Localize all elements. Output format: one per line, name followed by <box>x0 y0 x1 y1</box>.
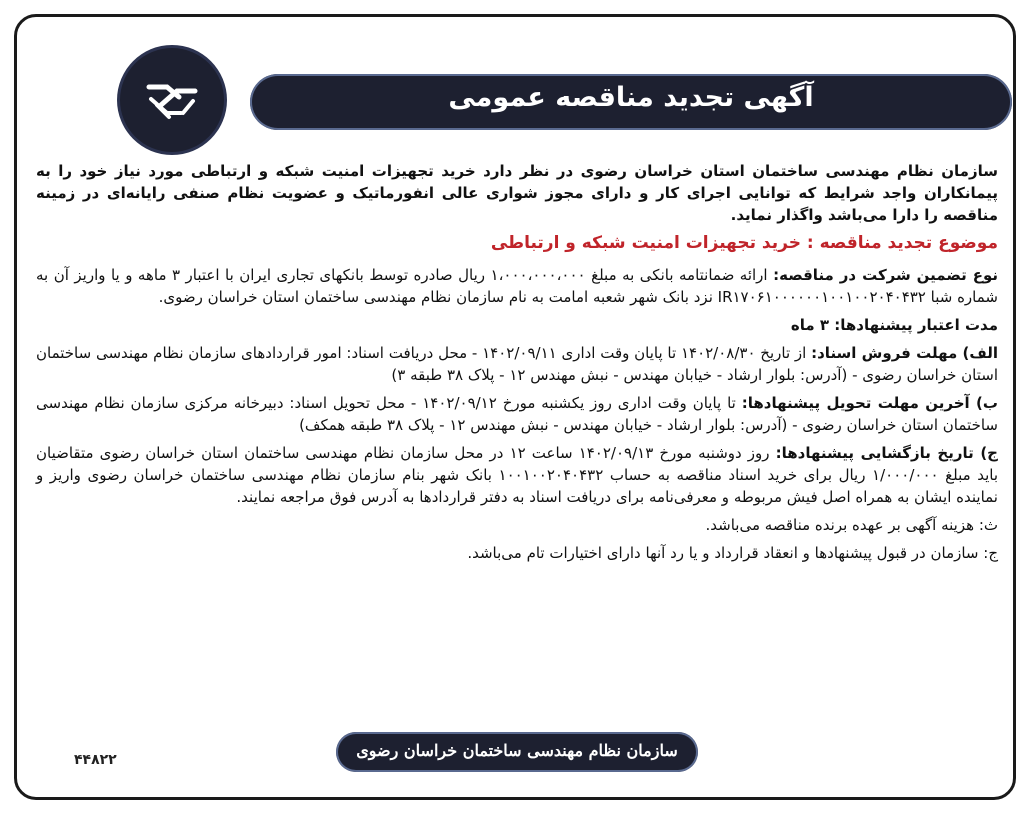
tender-subject: موضوع تجدید مناقصه : خرید تجهیزات امنیت شبکه و ارتباطی <box>490 233 998 253</box>
delivery-label: ب) آخرین مهلت تحویل پیشنهادها: <box>741 394 998 412</box>
handshake-logo-icon <box>120 48 224 152</box>
intro-paragraph: سازمان نظام مهندسی ساختمان استان خراسان رضوی در نظر دارد خرید تجهیزات امنیت شبکه و ارتباطی مورد نیاز خود را به پیمانکاران واجد شرایط که توانایی اجرای کار و دارای مجوز شواری عالی انفورماتیک و عضویت نظام صنفی رایانه‌ای در زمینه مناقصه را دارا می‌باشد واگذار نماید. <box>36 162 998 224</box>
notice-title: آگهی تجدید مناقصه عمومی <box>448 82 814 113</box>
opening-label: ج) تاریخ بازگشایی پیشنهادها: <box>775 444 998 462</box>
guarantee-text: ارائه ضمانتامه بانکی به مبلغ ۱،۰۰۰،۰۰۰،۰۰۰ ریال صادره توسط بانکهای تجاری ایران با اعتبار ۳ ماهه و یا واریز آن به شماره شبا IR۱۷۰۶۱۰۰۰۰۰۰۱۰۰۱۰۰۲۰۴۰۴۳۲ نزد بانک شهر شعبه امامت به نام سازمان نظام مهندسی ساختمان استان خراسان رضوی. <box>36 266 998 306</box>
validity-label: مدت اعتبار پیشنهادها: ۳ ماه <box>790 316 998 334</box>
sales-label: الف) مهلت فروش اسناد: <box>811 344 998 362</box>
notice-body <box>36 160 998 564</box>
delivery-text: تا پایان وقت اداری روز یکشنبه مورخ ۱۴۰۲/۰۹/۱۲ - محل تحویل اسناد: دبیرخانه مرکزی سازمان نظام مهندسی ساختمان استان خراسان رضوی - (آدرس: بلوار ارشاد - خیابان مهندس - نبش مهندس ۱۲ - پلاک ۳۸ طبقه همکف) <box>36 394 998 434</box>
footer-org-name: سازمان نظام مهندسی ساختمان خراسان رضوی <box>356 741 678 760</box>
sales-text: از تاریخ ۱۴۰۲/۰۸/۳۰ تا پایان وقت اداری ۱۴۰۲/۰۹/۱۱ - محل دریافت اسناد: امور قراردادهای سازمان نظام مهندسی ساختمان استان خراسان رضوی - (آدرس: بلوار ارشاد - خیابان مهندس - نبش مهندس ۱۲ - پلاک ۳۸ طبقه ۳) <box>36 344 998 384</box>
rights-note: ج: سازمان در قبول پیشنهادها و انعقاد قرارداد و یا رد آنها دارای اختیارات تام می‌باشد. <box>467 544 998 562</box>
opening-section <box>36 442 998 508</box>
title-banner <box>250 74 1012 130</box>
sales-section <box>36 342 998 386</box>
cost-note: ث: هزینه آگهی بر عهده برنده مناقصه می‌باشد. <box>705 516 998 534</box>
validity-section <box>36 314 998 336</box>
notice-code: ۴۴۸۲۲ <box>74 752 117 768</box>
delivery-section <box>36 392 998 436</box>
opening-text: روز دوشنبه مورخ ۱۴۰۲/۰۹/۱۳ ساعت ۱۲ در محل سازمان نظام مهندسی ساختمان استان خراسان رضوی متقاضیان باید مبلغ ۱/۰۰۰/۰۰۰ ریال برای خرید اسناد مناقصه به حساب ۱۰۰۱۰۰۲۰۴۰۴۳۲ بانک شهر بنام سازمان نظام مهندسی ساختمان خراسان رضوی واریز و نماینده ایشان به همراه اصل فیش مربوطه و معرفی‌نامه برای دریافت اسناد به دفتر قراردادها به آدرس فوق مراجعه نمایند. <box>36 444 998 506</box>
guarantee-section <box>36 264 998 308</box>
guarantee-label: نوع تضمین شرکت در مناقصه: <box>773 266 999 284</box>
footer-banner <box>336 732 698 772</box>
